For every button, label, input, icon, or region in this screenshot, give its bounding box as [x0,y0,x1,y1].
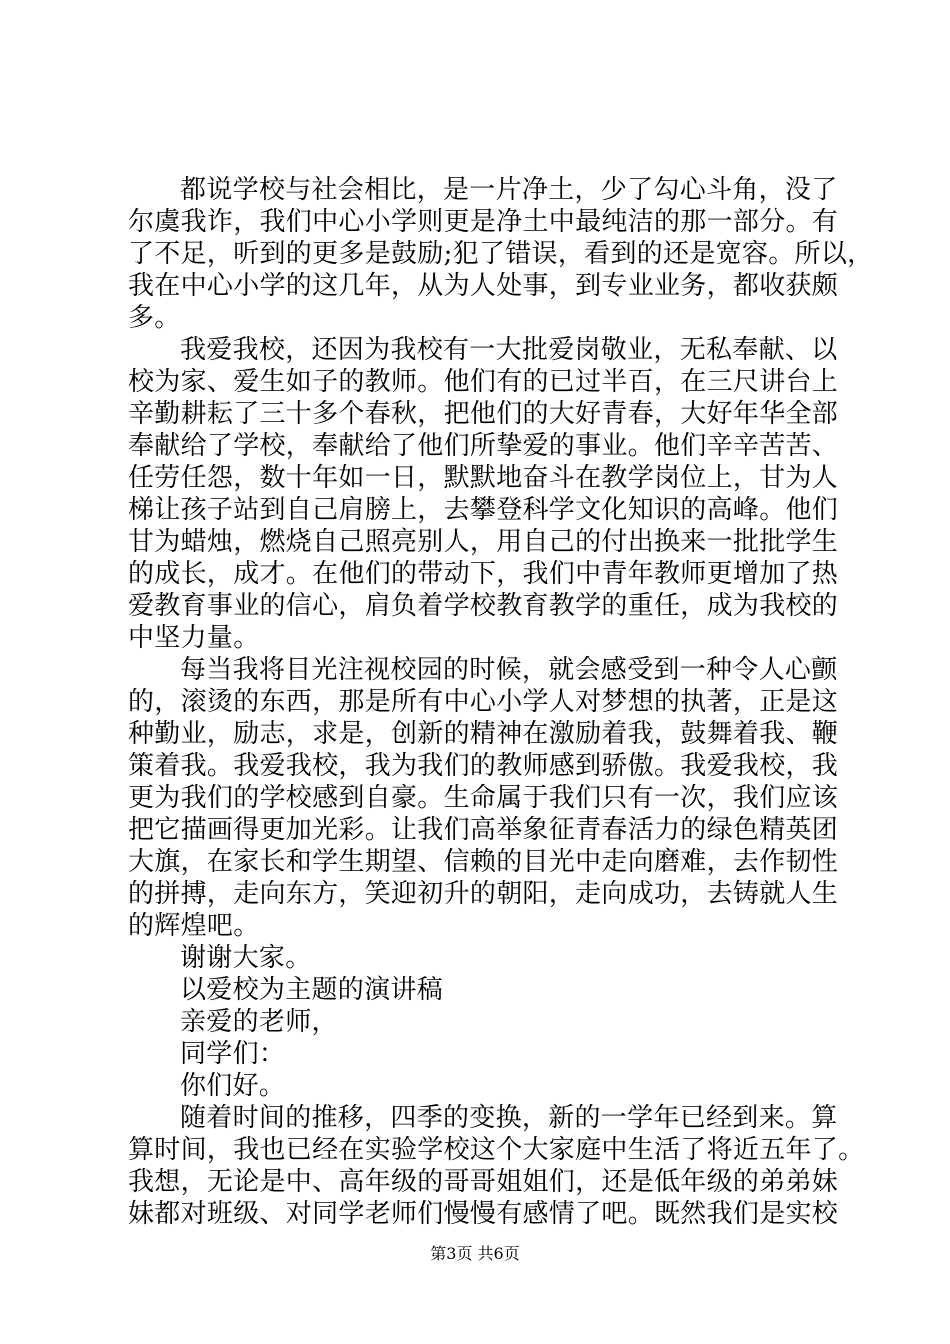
text-line: 我爱我校，还因为我校有一大批爱岗敬业，无私奉献、以 [180,335,838,365]
text-line: 的，滚烫的东西，那是所有中心小学人对梦想的执著，正是这 [128,687,839,717]
text-lines [128,174,874,1230]
text-line: 妹都对班级、对同学老师们慢慢有感情了吧。既然我们是实校 [128,1199,839,1229]
text-line: 我在中心小学的这几年，从为人处事，到专业业务，都收获颇 [128,271,839,301]
text-line: 大旗，在家长和学生期望、信赖的目光中走向磨难，去作韧性 [128,847,839,877]
text-line: 你们好。 [180,1071,286,1101]
document-body [128,174,874,1230]
text-line: 尔虞我诈，我们中心小学则更是净土中最纯洁的那一部分。有 [128,207,839,237]
page-indicator: 第3页 共6页 [430,1244,520,1263]
page-footer [0,1244,950,1264]
text-line: 每当我将目光注视校园的时候，就会感受到一种令人心颤 [180,655,838,685]
text-line: 的拼搏，走向东方，笑迎初升的朝阳，走向成功，去铸就人生 [128,879,839,909]
text-line: 甘为蜡烛，燃烧自己照亮别人，用自己的付出换来一批批学生 [128,527,839,557]
text-line: 的成长，成才。在他们的带动下，我们中青年教师更增加了热 [128,559,839,589]
text-line: 以爱校为主题的演讲稿 [180,975,444,1005]
text-line: 的辉煌吧。 [128,911,260,941]
text-line: 任劳任怨，数十年如一日，默默地奋斗在教学岗位上，甘为人 [128,463,839,493]
text-line: 随着时间的推移，四季的变换，新的一学年已经到来。算 [180,1103,838,1133]
text-line: 多。 [128,303,181,333]
text-line: 亲爱的老师， [180,1007,338,1037]
text-line: 我想，无论是中、高年级的哥哥姐姐们，还是低年级的弟弟妹 [128,1167,839,1197]
text-line: 策着我。我爱我校，我为我们的教师感到骄傲。我爱我校，我 [128,751,839,781]
text-line: 种勤业，励志，求是，创新的精神在激励着我，鼓舞着我、鞭 [128,719,839,749]
text-line: 谢谢大家。 [180,943,312,973]
text-line: 同学们： [180,1039,286,1069]
text-line: 把它描画得更加光彩。让我们高举象征青春活力的绿色精英团 [128,815,839,845]
text-line: 中坚力量。 [128,623,260,653]
text-line: 辛勤耕耘了三十多个春秋，把他们的大好青春，大好年华全部 [128,399,839,429]
text-line: 更为我们的学校感到自豪。生命属于我们只有一次，我们应该 [128,783,839,813]
text-line: 算时间，我也已经在实验学校这个大家庭中生活了将近五年了。 [128,1135,865,1165]
text-line: 奉献给了学校，奉献给了他们所挚爱的事业。他们辛辛苦苦、 [128,431,839,461]
text-line: 校为家、爱生如子的教师。他们有的已过半百，在三尺讲台上 [128,367,839,397]
text-line: 都说学校与社会相比，是一片净土，少了勾心斗角，没了 [180,175,838,205]
text-line: 梯让孩子站到自己肩膀上，去攀登科学文化知识的高峰。他们 [128,495,839,525]
text-line: 爱教育事业的信心，肩负着学校教育教学的重任，成为我校的 [128,591,839,621]
text-line: 了不足，听到的更多是鼓励;犯了错误，看到的还是宽容。所以， [128,239,874,269]
